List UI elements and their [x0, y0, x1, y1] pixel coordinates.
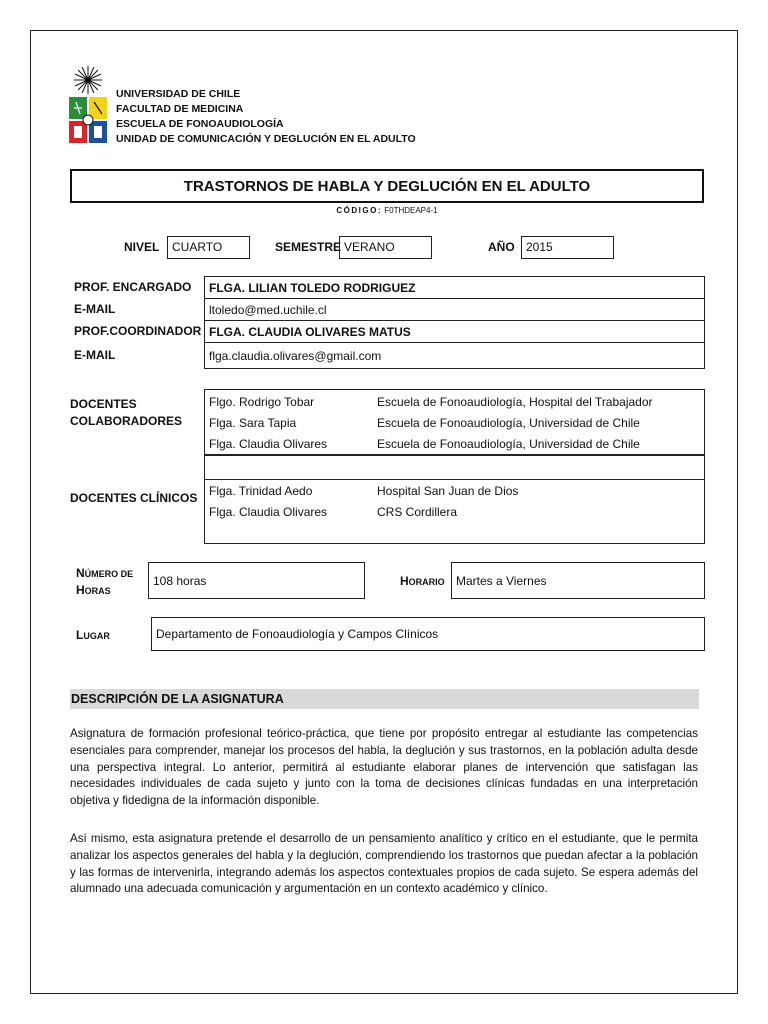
code-value: F0THDEAP4-1	[384, 206, 438, 215]
clinicos-list	[204, 455, 705, 544]
horario-label	[400, 574, 445, 588]
docente-place: Escuela de Fonoaudiología, Hospital del Trabajador	[377, 394, 653, 409]
list-item	[205, 412, 704, 433]
horario-field	[451, 562, 705, 599]
lugar-label-rest: UGAR	[83, 631, 110, 641]
professor-labels	[74, 276, 201, 368]
university-logo	[68, 64, 108, 150]
prof-encargado-label: PROF. ENCARGADO	[74, 280, 192, 294]
anio-field	[521, 236, 614, 259]
lugar-field	[151, 617, 705, 651]
docente-place: Escuela de Fonoaudiología, Universidad de Chile	[377, 436, 640, 451]
colaboradores-label-line2: COLABORADORES	[70, 414, 183, 428]
list-item	[205, 433, 704, 454]
semestre-label: SEMESTRE	[275, 240, 342, 254]
nivel-value: CUARTO	[172, 240, 223, 254]
university-name: UNIVERSIDAD DE CHILE	[116, 88, 241, 100]
docente-name: Flgo. Rodrigo Tobar	[209, 394, 315, 409]
horas-label-rest2: ORAS	[84, 586, 111, 596]
clinicos-spacer-row	[205, 456, 704, 480]
horas-label-initial: N	[76, 566, 85, 580]
horario-label-initial: H	[400, 574, 409, 588]
colaboradores-list	[204, 389, 705, 455]
horario-value: Martes a Viernes	[456, 573, 547, 588]
colaboradores-label-line1: DOCENTES	[70, 397, 137, 411]
course-title-box	[70, 169, 704, 203]
prof-coordinador-value: FLGA. CLAUDIA OLIVARES MATUS	[205, 321, 704, 343]
code-label: CÓDIGO:	[336, 206, 382, 215]
lugar-value: Departamento de Fonoaudiología y Campos Clínicos	[156, 627, 439, 641]
horas-label-initial2: H	[76, 583, 85, 597]
nivel-field	[167, 236, 250, 259]
unit-name: UNIDAD DE COMUNICACIÓN Y DEGLUCIÓN EN EL ADULTO	[116, 133, 416, 145]
horario-label-rest: ORARIO	[408, 577, 445, 587]
semestre-value: VERANO	[344, 240, 395, 254]
descripcion-paragraph-2: Así mismo, esta asignatura pretende el desarrollo de un pensamiento analítico y crítico en el estudiante, que le permita analizar los aspectos generales del habla y la deglución, comprendiendo los trastornos que puedan afectar a la población y las formas de intervenirla, integrando además los aspectos contextuales propios de cada sujeto. Se espera además del alumnado una adecuada comunicación y argumentación en un contexto académico y clínico.	[70, 832, 698, 896]
course-title: TRASTORNOS DE HABLA Y DEGLUCIÓN EN EL ADULTO	[183, 177, 591, 195]
list-item	[205, 501, 704, 522]
descripcion-paragraph-1: Asignatura de formación profesional teórico-práctica, que tiene por propósito entregar al estudiante las competencias esenciales para comprender, manejar los procesos del habla, la deglución y sus trastornos, en la población adulta desde una perspectiva integral. Lo anterior, permitirá al estudiante elaborar planes de intervención que satisfagan las necesidades individuales de cada sujeto y junto con la toma de decisiones clínicas fundadas en una interpretación objetiva y fidedigna de la información disponible.	[70, 727, 698, 808]
anio-value: 2015	[526, 240, 553, 254]
horas-value: 108 horas	[153, 573, 207, 588]
docente-place: Escuela de Fonoaudiología, Universidad de Chile	[377, 415, 640, 430]
prof-coordinador-label: PROF.COORDINADOR	[74, 324, 202, 338]
email-label: E-MAIL	[74, 302, 116, 316]
docente-name: Flga. Trinidad Aedo	[209, 483, 313, 498]
docente-name: Flga. Claudia Olivares	[209, 504, 328, 519]
anio-label: AÑO	[488, 240, 515, 254]
semestre-field	[339, 236, 432, 259]
docente-place: CRS Cordillera	[377, 504, 458, 519]
lugar-label-initial: L	[76, 628, 84, 642]
prof-encargado-email: ltoledo@med.uchile.cl	[205, 299, 704, 321]
prof-encargado-value: FLGA. LILIAN TOLEDO RODRIGUEZ	[205, 277, 704, 299]
nivel-label: NIVEL	[124, 240, 160, 254]
horas-field	[148, 562, 365, 599]
docente-name: Flga. Claudia Olivares	[209, 436, 328, 451]
lugar-label	[76, 628, 110, 642]
school-name: ESCUELA DE FONOAUDIOLOGÍA	[116, 118, 284, 130]
list-item	[205, 480, 704, 501]
institution-header	[116, 87, 416, 147]
docente-place: Hospital San Juan de Dios	[377, 483, 519, 498]
list-item	[205, 391, 704, 412]
horas-label-rest: ÚMERO DE	[84, 569, 134, 579]
colaboradores-label	[70, 396, 182, 430]
prof-coordinador-email: flga.claudia.olivares@gmail.com	[205, 343, 704, 369]
docente-name: Flga. Sara Tapia	[209, 415, 297, 430]
section-heading	[70, 689, 699, 709]
clinicos-label: DOCENTES CLÍNICOS	[70, 491, 198, 505]
email-label: E-MAIL	[74, 348, 116, 362]
faculty-name: FACULTAD DE MEDICINA	[116, 103, 244, 115]
course-code	[70, 206, 704, 215]
professor-table	[204, 276, 705, 369]
descripcion-heading: DESCRIPCIÓN DE LA ASIGNATURA	[71, 692, 284, 706]
horas-label	[76, 565, 133, 599]
